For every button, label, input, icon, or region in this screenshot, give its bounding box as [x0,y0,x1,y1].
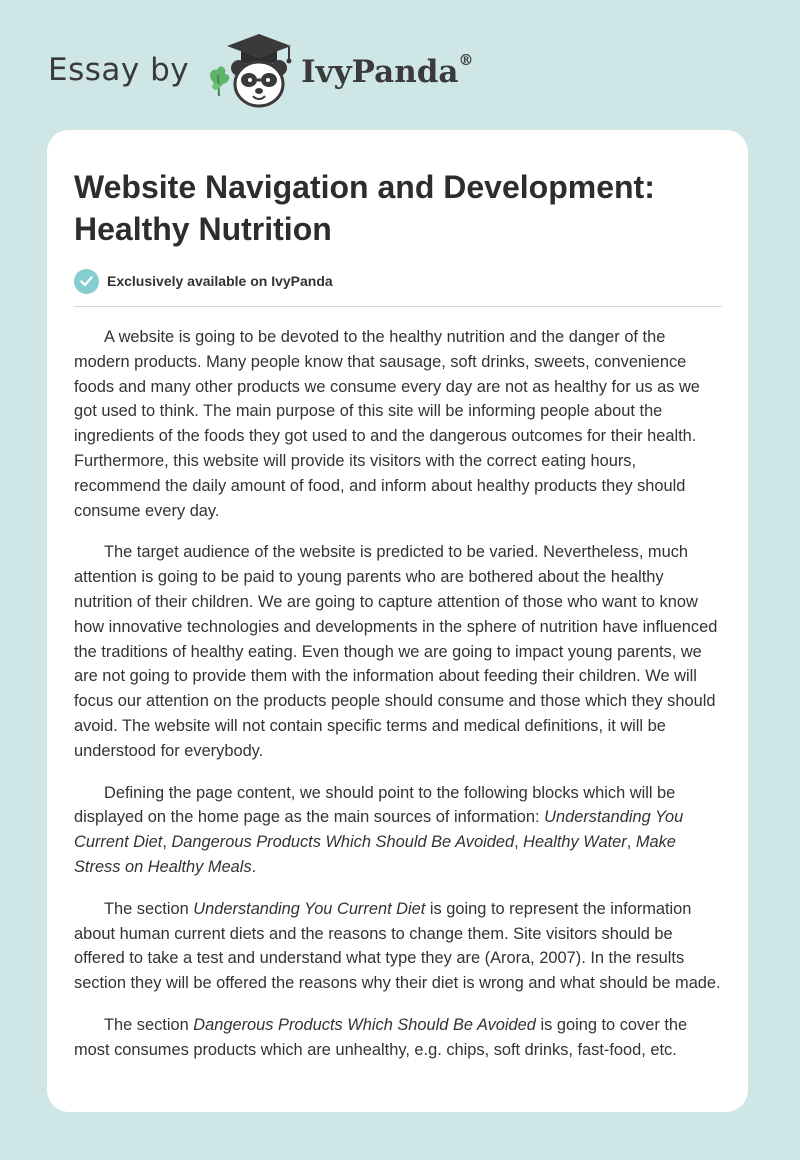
paragraph-4 [74,897,722,996]
p5-section-name: Dangerous Products Which Should Be Avoided [193,1015,536,1034]
p4-start: The section [104,899,194,918]
essay-by-label: Essay by [48,52,190,88]
paragraph-5 [74,1013,722,1063]
ivy-leaf-icon [210,67,229,96]
site-header [48,30,474,110]
block-healthy-water: Healthy Water [523,833,627,852]
block-healthy-meals: Make Stress on Healthy Meals [74,833,676,876]
paragraph-1: A website is going to be devoted to the healthy nutrition and the danger of the modern products. Many people know that sausage, soft drinks, sweets, convenience foods and many other products we consume every day are not as healthy for us as we got used to think. The main purpose of this site will be informing people about the ingredients of the foods they got used to and the dangerous outcomes for their health. Furthermore, this website will provide its visitors with the correct eating hours, recommend the daily amount of food, and inform about healthy products they should consume every day. [74,328,700,520]
block-understanding-diet: Understanding You Current Diet [74,808,684,852]
essay-body [74,325,722,1063]
p4-section-name: Understanding You Current Diet [193,899,426,918]
brand-text: IvyPanda [301,54,459,90]
panda-logo-icon[interactable] [203,30,299,110]
brand-name[interactable] [301,50,474,90]
exclusive-label: Exclusively available on IvyPanda [107,273,333,289]
p3-sep-2: , [514,833,524,852]
p3-sep-3: , [626,833,636,852]
check-circle-icon [74,269,99,294]
p5-rest: is going to cover the most consumes products which are unhealthy, e.g. chips, soft drinks, fast-food, etc. [74,1015,688,1059]
p5-start: The section [104,1015,194,1034]
essay-card [47,130,748,1112]
exclusive-badge [74,266,722,307]
p3-sep-1: , [162,833,172,852]
paragraph-2: The target audience of the website is predicted to be varied. Nevertheless, much attention is going to be paid to young parents who are bothered about the healthy nutrition of their children. We are going to capture attention of those who want to know how innovative technologies and developments in the sphere of nutrition have influenced the traditions of healthy eating. Even though we are going to impact young parents, we are not going to provide them with the information about feeding their children. We will focus our attention on the products people should consume and those which they should avoid. The website will not contain specific terms and medical definitions, it will be understood for everybody. [74,543,718,760]
block-dangerous-products: Dangerous Products Which Should Be Avoided [171,833,515,852]
p3-intro: Defining the page content, we should point to the following blocks which will be displayed on the home page as the main sources of information: [74,783,676,827]
paragraph-3 [74,781,722,880]
p4-rest: is going to represent the information about human current diets and the reasons to change them. Site visitors should be offered to take a test and understand what type they are (Arora, 2007). In the results section they will be offered the reasons why their diet is wrong and what should be made. [74,899,721,993]
p3-end: . [251,857,257,876]
registered-mark: ® [458,50,474,69]
page-title: Website Navigation and Development: Healthy Nutrition [74,169,655,247]
